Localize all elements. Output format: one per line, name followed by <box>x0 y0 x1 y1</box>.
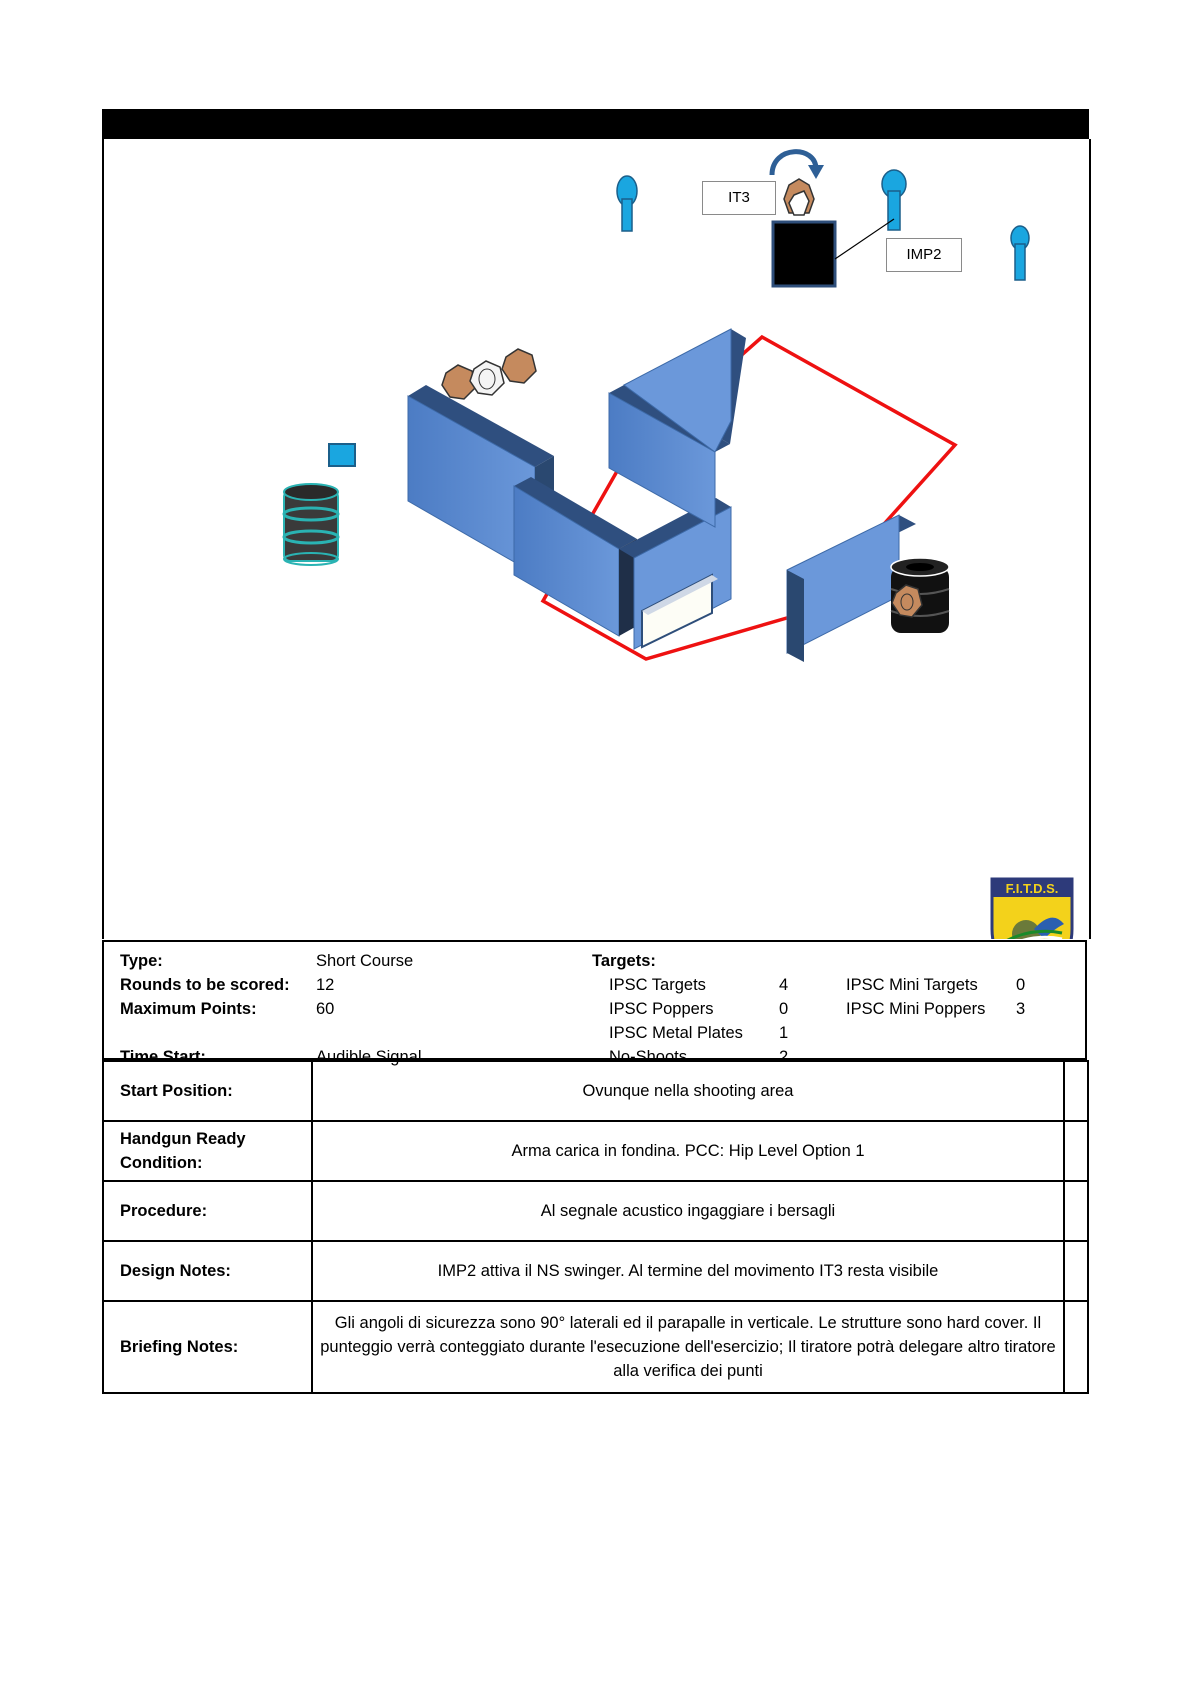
it3-label: IT3 <box>702 181 776 215</box>
notes-label: Briefing Notes: <box>103 1301 312 1393</box>
time-label: Time Start: <box>120 1048 206 1066</box>
target-count: 4 <box>779 976 789 994</box>
swinger-rotation-arrow-icon <box>772 152 816 175</box>
notes-label: Start Position: <box>103 1061 312 1121</box>
wall-upper-corner <box>609 329 746 527</box>
targets-label: Targets: <box>592 952 656 970</box>
points-value: 60 <box>316 1000 335 1018</box>
title-bar <box>102 109 1089 139</box>
tire-stack-icon <box>891 558 949 633</box>
target-count: 0 <box>779 1000 789 1018</box>
notes-tail <box>1064 1301 1088 1393</box>
wall-center-long <box>514 477 637 636</box>
notes-value: Ovunque nella shooting area <box>312 1061 1064 1121</box>
it3-target <box>784 179 814 215</box>
notes-tail <box>1064 1121 1088 1181</box>
mini-popper-3 <box>1011 226 1029 280</box>
barrel-icon <box>284 484 338 565</box>
stage-sheet <box>102 109 1089 1398</box>
logo-text: F.I.T.D.S. <box>1005 881 1059 896</box>
notes-row <box>103 1061 1088 1121</box>
target-cluster-left <box>442 349 536 399</box>
points-label: Maximum Points: <box>120 1000 257 1018</box>
rounds-value: 12 <box>316 976 335 994</box>
notes-tail <box>1064 1061 1088 1121</box>
fitds-logo <box>992 879 1072 939</box>
notes-row <box>103 1301 1088 1393</box>
stage-diagram <box>102 139 1091 939</box>
stage-info <box>102 940 1087 1066</box>
notes-row <box>103 1121 1088 1181</box>
target-count: 2 <box>779 1048 789 1066</box>
notes-value: IMP2 attiva il NS swinger. Al termine del movimento IT3 resta visibile <box>312 1241 1064 1301</box>
mini-target-count: 0 <box>1016 976 1026 994</box>
notes-row <box>103 1181 1088 1241</box>
mini-popper-2 <box>882 170 906 230</box>
mini-target-name: IPSC Mini Targets <box>846 976 978 994</box>
imp2-metal-plate <box>773 222 835 286</box>
notes-value: Arma carica in fondina. PCC: Hip Level Option 1 <box>312 1121 1064 1181</box>
imp2-label: IMP2 <box>886 238 962 272</box>
target-name: IPSC Poppers <box>609 1000 714 1018</box>
target-name: IPSC Metal Plates <box>609 1024 743 1042</box>
notes-label: Procedure: <box>103 1181 312 1241</box>
notes-table <box>102 1060 1089 1394</box>
time-value: Audible Signal <box>316 1048 422 1066</box>
mini-target-count: 3 <box>1016 1000 1026 1018</box>
notes-row <box>103 1241 1088 1301</box>
rounds-label: Rounds to be scored: <box>120 976 290 994</box>
mini-target-name: IPSC Mini Poppers <box>846 1000 986 1018</box>
target-count: 1 <box>779 1024 789 1042</box>
start-marker <box>329 444 355 466</box>
notes-value: Gli angoli di sicurezza sono 90° laterali ed il parapalle in verticale. Le strutture sono hard cover. Il punteggio verrà conteggiato durante l'esecuzione dell'esercizio; Il tiratore potrà delegare altro tiratore alla verifica dei punti <box>312 1301 1064 1393</box>
notes-tail <box>1064 1181 1088 1241</box>
type-label: Type: <box>120 952 163 970</box>
target-name: IPSC Targets <box>609 976 706 994</box>
notes-tail <box>1064 1241 1088 1301</box>
type-value: Short Course <box>316 952 414 970</box>
notes-label: Design Notes: <box>103 1241 312 1301</box>
notes-value: Al segnale acustico ingaggiare i bersagli <box>312 1181 1064 1241</box>
mini-popper-1 <box>617 176 637 231</box>
target-name: No-Shoots <box>609 1048 687 1066</box>
notes-label: Handgun Ready Condition: <box>103 1121 312 1181</box>
